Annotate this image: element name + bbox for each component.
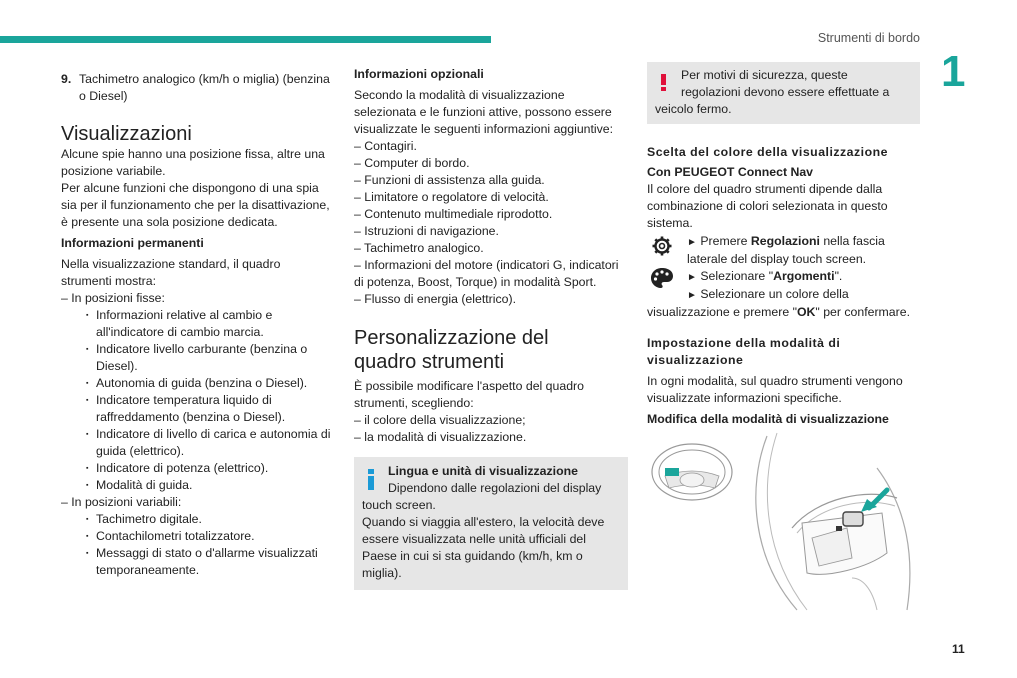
permanent-intro: Nella visualizzazione standard, il quadro strumenti mostra:	[61, 257, 281, 288]
section-header: Strumenti di bordo	[817, 31, 920, 45]
step-2-post: ".	[834, 269, 843, 283]
steering-wheel-inset	[652, 444, 732, 500]
color-paragraph: Il colore del quadro strumenti dipende dalla combinazione di colori selezionata in questo sistema.	[647, 182, 888, 230]
list-item: – Contagiri.	[354, 138, 628, 155]
gear-icon	[651, 235, 673, 257]
step-3-post: " per confermare.	[815, 305, 910, 319]
heading-scelta-colore: Scelta del colore della visualizzazione	[647, 145, 888, 159]
item-9-number: 9.	[61, 72, 72, 86]
heading-informazioni-permanenti: Informazioni permanenti	[61, 236, 204, 250]
fixed-positions-item	[61, 290, 333, 494]
heading-personalizzazione-line-2: quadro strumenti	[354, 351, 505, 373]
list-item: ▪ Indicatore di potenza (elettrico).	[88, 460, 333, 477]
customize-list	[354, 412, 628, 446]
warning-line-1: Per motivi di sicurezza, queste	[681, 68, 848, 82]
step-1-line-2: laterale del display touch screen.	[687, 252, 867, 266]
list-item: ▪ Informazioni relative al cambio e all'indicatore di cambio marcia.	[88, 307, 333, 341]
list-item: ▪ Contachilometri totalizzatore.	[88, 528, 333, 545]
list-item: ▪ Indicatore temperatura liquido di raffreddamento (benzina o Diesel).	[88, 392, 333, 426]
heading-modifica-modalita: Modifica della modalità di visualizzazione	[647, 412, 889, 426]
list-item: – Flusso di energia (elettrico).	[354, 291, 628, 308]
fixed-positions-label: In posizioni fisse:	[71, 291, 165, 305]
list-item: – Informazioni del motore (indicatori G, indicatori di potenza, Boost, Torque) in modalità Sport.	[354, 257, 628, 291]
info-box-text-2: Quando si viaggia all'estero, la velocità deve essere visualizzata nelle unità ufficiali del Paese in cui si sta guidando (km/h, km o miglia).	[362, 515, 605, 580]
list-item: – Istruzioni di navigazione.	[354, 223, 628, 240]
info-box-line-2: touch screen.	[362, 498, 436, 512]
steering-wheel-illustration	[647, 428, 920, 613]
heading-personalizzazione-line-1: Personalizzazione del	[354, 327, 549, 349]
list-item: ▪ Indicatore livello carburante (benzina o Diesel).	[88, 341, 333, 375]
heading-visualizzazioni: Visualizzazioni	[61, 123, 192, 145]
step-3	[647, 286, 920, 321]
step-3-pre: visualizzazione e premere "	[647, 305, 797, 319]
step-3-line-1-text: Selezionare un colore della	[700, 287, 849, 301]
subheading-connect-nav: Con PEUGEOT Connect Nav	[647, 165, 814, 179]
column-3	[647, 62, 920, 428]
item-9-text: Tachimetro analogico (km/h o miglia) (benzina o Diesel)	[79, 72, 330, 103]
list-item: – Computer di bordo.	[354, 155, 628, 172]
step-1-bold: Regolazioni	[750, 234, 820, 248]
fixed-positions-list	[88, 307, 333, 494]
warning-line-2: regolazioni devono essere effettuate a	[681, 85, 890, 99]
step-2-line: ► Selezionare "Argomenti".	[687, 269, 843, 283]
step-2	[647, 268, 920, 286]
info-box-line-1: Dipendono dalle regolazioni del display	[388, 481, 602, 495]
list-item: – Tachimetro analogico.	[354, 240, 628, 257]
list-item: – Contenuto multimediale riprodotto.	[354, 206, 628, 223]
list-item: – Limitatore o regolatore di velocità.	[354, 189, 628, 206]
step-1-pre: Premere	[700, 234, 748, 248]
list-item: – la modalità di visualizzazione.	[354, 429, 628, 446]
optional-intro: Secondo la modalità di visualizzazione selezionata e le funzioni attive, possono essere visualizzate le seguenti informazioni aggiuntive:	[354, 88, 614, 136]
variable-positions-item	[61, 494, 333, 579]
step-1-line-1: ► Premere Regolazioni nella fascia	[687, 234, 885, 248]
warning-icon	[661, 74, 667, 91]
column-1	[61, 71, 333, 579]
list-item: – Funzioni di assistenza alla guida.	[354, 172, 628, 189]
list-item: – il colore della visualizzazione;	[354, 412, 628, 429]
list-item: ▪ Messaggi di stato o d'allarme visualizzati temporaneamente.	[88, 545, 333, 579]
page-number: 11	[952, 642, 965, 656]
mode-paragraph: In ogni modalità, sul quadro strumenti vengono visualizzate informazioni specifiche.	[647, 374, 903, 405]
heading-impostazione-modalita: Impostazione della modalità di visualizzazione	[647, 336, 841, 367]
column-2	[354, 66, 628, 590]
list-item: ▪ Modalità di guida.	[88, 477, 333, 494]
step-3-bold: OK	[796, 305, 816, 319]
info-box-language	[354, 457, 628, 590]
permanent-list	[61, 290, 333, 579]
customize-intro: È possibile modificare l'aspetto del quadro strumenti, scegliendo:	[354, 379, 584, 410]
step-1	[647, 233, 920, 268]
intro-paragraph-1: Alcune spie hanno una posizione fissa, altre una posizione variabile.	[61, 147, 325, 178]
step-3-line-1: ► Selezionare un colore della	[687, 287, 849, 301]
warning-box	[647, 62, 920, 124]
info-box-title: Lingua e unità di visualizzazione	[388, 464, 578, 478]
list-item: ▪ Indicatore di livello di carica e autonomia di guida (elettrico).	[88, 426, 333, 460]
step-1-post-a: nella fascia	[823, 234, 885, 248]
chapter-number: 1	[941, 47, 966, 96]
list-item: ▪ Tachimetro digitale.	[88, 511, 333, 528]
header-accent-bar	[0, 36, 491, 43]
variable-positions-label: In posizioni variabili:	[71, 495, 182, 509]
item-9	[61, 71, 333, 105]
optional-list	[354, 138, 628, 308]
info-icon	[368, 469, 374, 490]
heading-informazioni-opzionali: Informazioni opzionali	[354, 67, 484, 81]
list-item: ▪ Autonomia di guida (benzina o Diesel).	[88, 375, 333, 392]
warning-line-3: veicolo fermo.	[655, 102, 732, 116]
intro-paragraph-2: Per alcune funzioni che dispongono di una spia sia per il funzionamento che per la disattivazione, è presente una sola posizione dedicata.	[61, 181, 330, 229]
step-3-line-2	[647, 304, 920, 321]
variable-positions-list	[88, 511, 333, 579]
steering-wheel-detail	[756, 433, 910, 610]
step-2-pre: Selezionare "	[700, 269, 774, 283]
step-2-bold: Argomenti	[773, 269, 835, 283]
